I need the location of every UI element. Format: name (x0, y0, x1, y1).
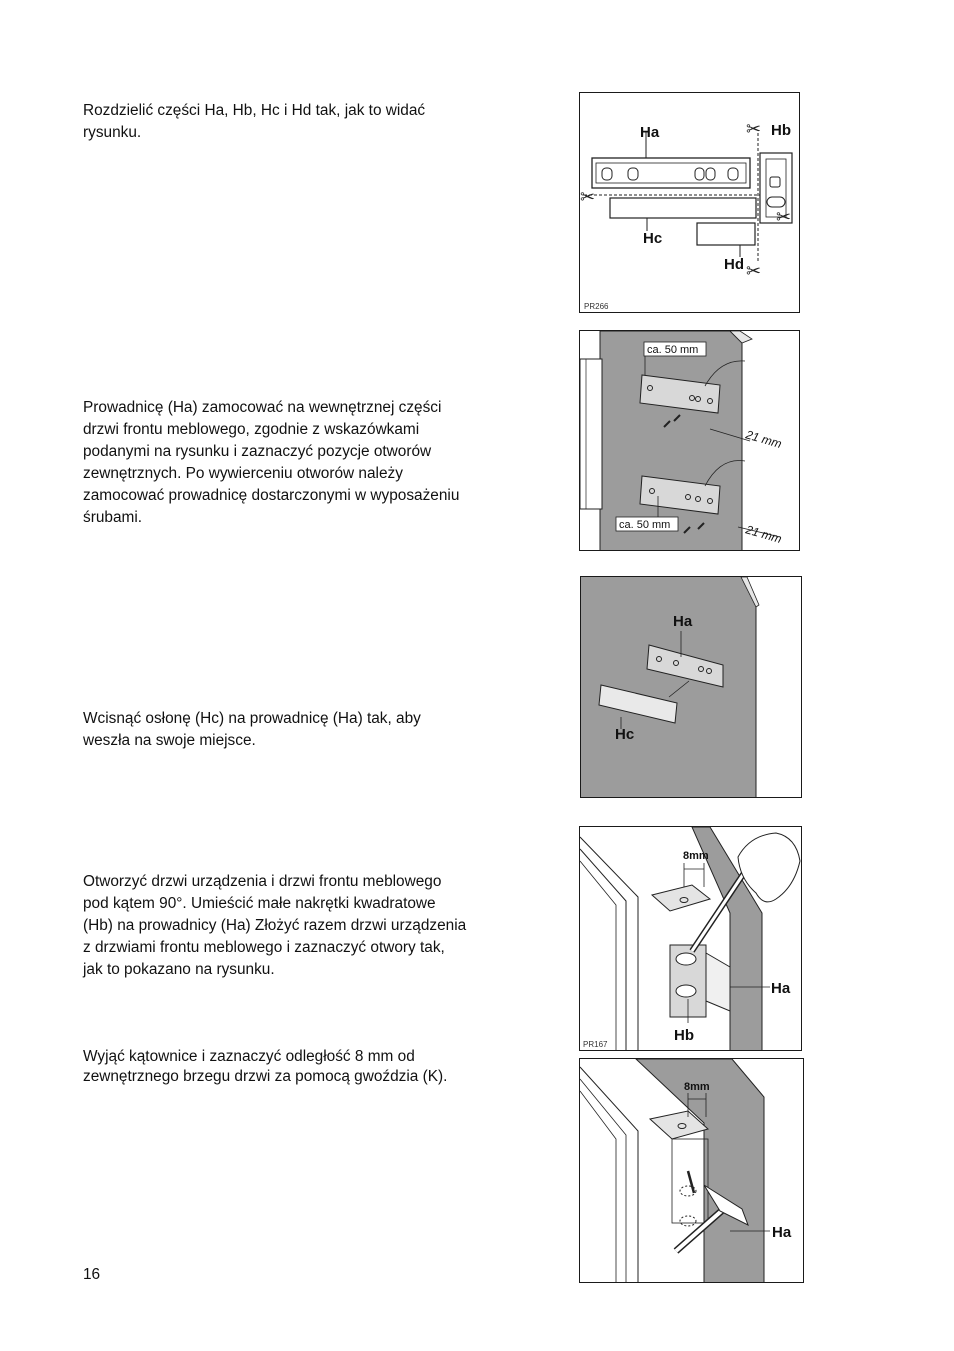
svg-text:✂: ✂ (776, 207, 792, 227)
page-number: 16 (83, 1266, 101, 1283)
label-hc: Hc (615, 726, 635, 743)
instruction-5: Wyjąć kątownice i zaznaczyć odległość 8 mm od zewnętrznego brzegu drzwi za pomocą gwoździa (K). (83, 1048, 448, 1085)
label-ca-50-bottom: ca. 50 mm (619, 519, 671, 531)
label-ca-50-top: ca. 50 mm (647, 344, 699, 356)
instruction-2: Prowadnicę (Ha) zamocować na wewnętrznej części drzwi frontu meblowego, zgodnie z wskazówkami podanymi na rysunku i zaznaczyć pozycje otworów zewnętrznych. Po wywierceniu otworów należy zamocować prowadnicę dostarczonymi w wyposażeniu śrubami. (83, 399, 460, 526)
label-hb: Hb (674, 1027, 694, 1044)
figure-cover-fitting (580, 576, 802, 798)
figure-code: PR266 (584, 302, 609, 311)
figure-rail-mounting (579, 330, 800, 551)
svg-text:✂: ✂ (580, 187, 596, 207)
label-hb: Hb (771, 122, 791, 139)
label-ha: Ha (640, 124, 660, 141)
figure-marking-holes (579, 826, 802, 1051)
label-8mm: 8mm (684, 1081, 710, 1093)
label-8mm: 8mm (683, 850, 709, 862)
label-21mm-bottom: 21 mm (744, 522, 784, 546)
label-ha: Ha (673, 613, 693, 630)
svg-text:✂: ✂ (746, 119, 762, 139)
instruction-3: Wcisnąć osłonę (Hc) na prowadnicę (Ha) tak, aby weszła na swoje miejsce. (83, 710, 421, 749)
svg-text:✂: ✂ (746, 261, 762, 281)
label-ha: Ha (771, 980, 791, 997)
label-hd: Hd (724, 256, 744, 273)
label-21mm-top: 21 mm (744, 427, 784, 451)
label-ha: Ha (772, 1224, 792, 1241)
instruction-1: Rozdzielić części Ha, Hb, Hc i Hd tak, jak to widać rysunku. (83, 102, 426, 141)
figure-marking-8mm (579, 1058, 804, 1283)
figure-parts-separation (579, 92, 800, 313)
label-hc: Hc (643, 230, 663, 247)
figure-code: PR167 (583, 1040, 608, 1049)
instruction-4: Otworzyć drzwi urządzenia i drzwi frontu meblowego pod kątem 90°. Umieścić małe nakrętki kwadratowe (Hb) na prowadnicy (Ha) Złożyć razem drzwi urządzenia z drzwiami frontu meblowego i zaznaczyć otwory tak, jak to pokazano na rysunku. (83, 873, 467, 978)
